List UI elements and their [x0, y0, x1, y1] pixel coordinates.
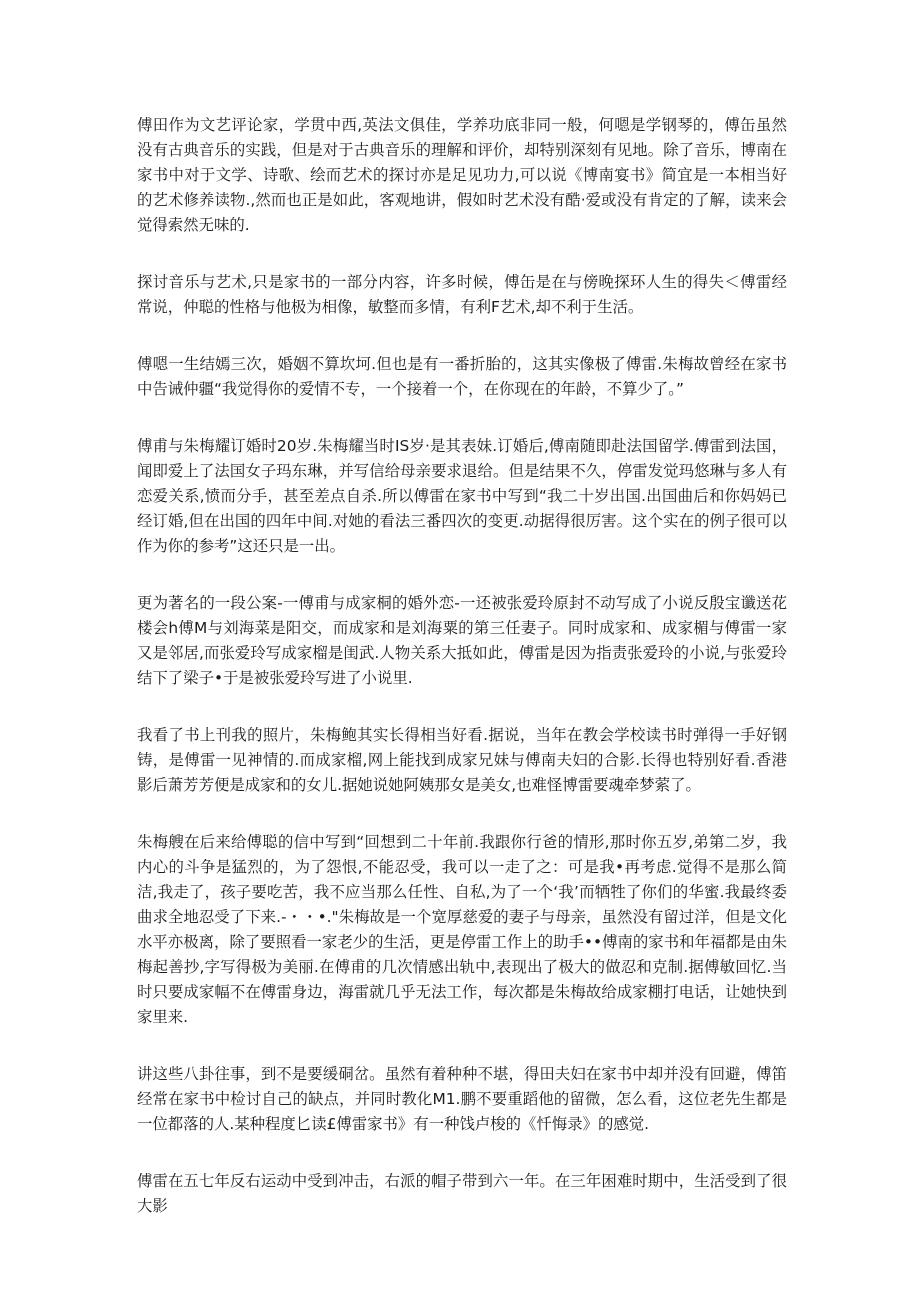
- paragraph: 朱梅艘在后来给傅聪的信中写到“回想到二十年前.我跟你行爸的情形,那时你五岁,弟第二岁，我内心的斗争是猛烈的，为了怨恨,不能忍受，我可以一走了之：可是我•再考虑.觉得不是那么简洁,我走了，孩子要吃苦，我不应当那么任性、自私,为了一个‘我’而牺牲了你们的华蜜.我最终委曲求全地忍受了下来.-・・•."朱梅故是一个宽厚慈爱的妻子与母亲，虽然没有留过洋，但是文化水平亦极离，除了要照看一家老少的生活，更是停雷工作上的助手••傅南的家书和年福都是由朱梅起善抄,字写得极为美丽.在傅甫的几次情感出轨中,表现出了极大的做忍和克制.据傅敏回忆.当时只要成家幅不在傅雷身边，海雷就几乎无法工作，每次都是朱梅故给成家棚打电话，让她快到家里来.: [137, 833, 787, 1026]
- paragraph: 我看了书上刊我的照片，朱梅鲍其实长得相当好看.据说，当年在教会学校读书时弹得一手好钢铸，是傅雷一见神情的.而成家榴,网上能找到成家兄妹与傅南夫妇的合影.长得也特别好看.香港影后萧芳芳便是成家和的女儿.据她说她阿姨那女是美女,也难怪博雷要魂牵梦萦了。: [137, 726, 787, 794]
- paragraph: 讲这些八卦往事，到不是要缓硐岔。虽然有着种种不堪，得田夫妇在家书中却并没有回避，傅笛经常在家书中检讨自己的缺点，并同时教化M1.鹏不要重蹈他的留微，怎么看，这位老先生都是一位都落的人.某种程度匕读£傅雷家书》有一种饯卢梭的《忏悔录》的感觉.: [137, 1065, 787, 1133]
- paragraph: 探讨音乐与艺术,只是家书的一部分内容，许多时候，傅缶是在与傍晚探环人生的得失＜傅雷经常说，仲聪的性格与他极为相像，敏整而多情，有利F艺术,却不利于生活。: [137, 273, 787, 316]
- paragraph: 傅甫与朱梅耀订婚时20岁.朱梅耀当时IS岁·是其表妹.订婚后,傅南随即赴法国留学.傅雷到法国，闻即爱上了法国女子玛东琳，并写信给母亲要求退给。但是结果不久，停雷发觉玛悠琳与多人有恋爱关系,愤而分手，甚至差点自杀.所以傅雷在家书中写到“我二十岁出国.出国曲后和你妈妈已经订婚,但在出国的四年中间.对她的看法三番四次的变更.动据得很厉害。这个实在的例子很可以作为你的参考”这还只是一出。: [137, 437, 787, 555]
- paragraph: 更为著名的一段公案-一傅甫与成家桐的婚外恋-一还被张爱玲原封不动写成了小说反殷宝谶送花楼会h傅M与刘海菜是阳交，而成家和是刘海粟的第三任妻子。同时成家和、成家楣与傅雷一家又是邻居,而张爱玲写成家榴是闺武.人物关系大抵如此，傅雷是因为指责张爱玲的小说,与张爱玲结下了梁子•于是被张爱玲写进了小说里.: [137, 594, 787, 687]
- document-body: [137, 113, 787, 1251]
- paragraph: 傅田作为文艺评论家，学贯中西,英法文俱佳，学养功底非同一般，何嗯是学钢琴的，傅缶虽然没有古典音乐的实践，但是对于古典音乐的理解和评价，却特别深刻有见地。除了音乐，博南在家书中对于文学、诗歌、绘而艺术的探讨亦是足见功力,可以说《博南宴书》简宜是一本相当好的艺术修养读物.,然而也正是如此，客观地讲，假如时艺术没有酷·爱或没有肯定的了解，读来会觉得索然无味的.: [137, 116, 787, 234]
- paragraph: 傅雷在五七年反右运动中受到冲击，右派的帽子带到六一年。在三年困难时期中，生活受到了很大影: [137, 1172, 787, 1215]
- paragraph: 傅嗯一生结嫣三次，婚姻不算坎坷.但也是有一番折胎的，这其实像极了傅雷.朱梅故曾经在家书中告诫仲疆“我觉得你的爱情不专，一个接着一个，在你现在的年龄，不算少了。”: [137, 355, 787, 398]
